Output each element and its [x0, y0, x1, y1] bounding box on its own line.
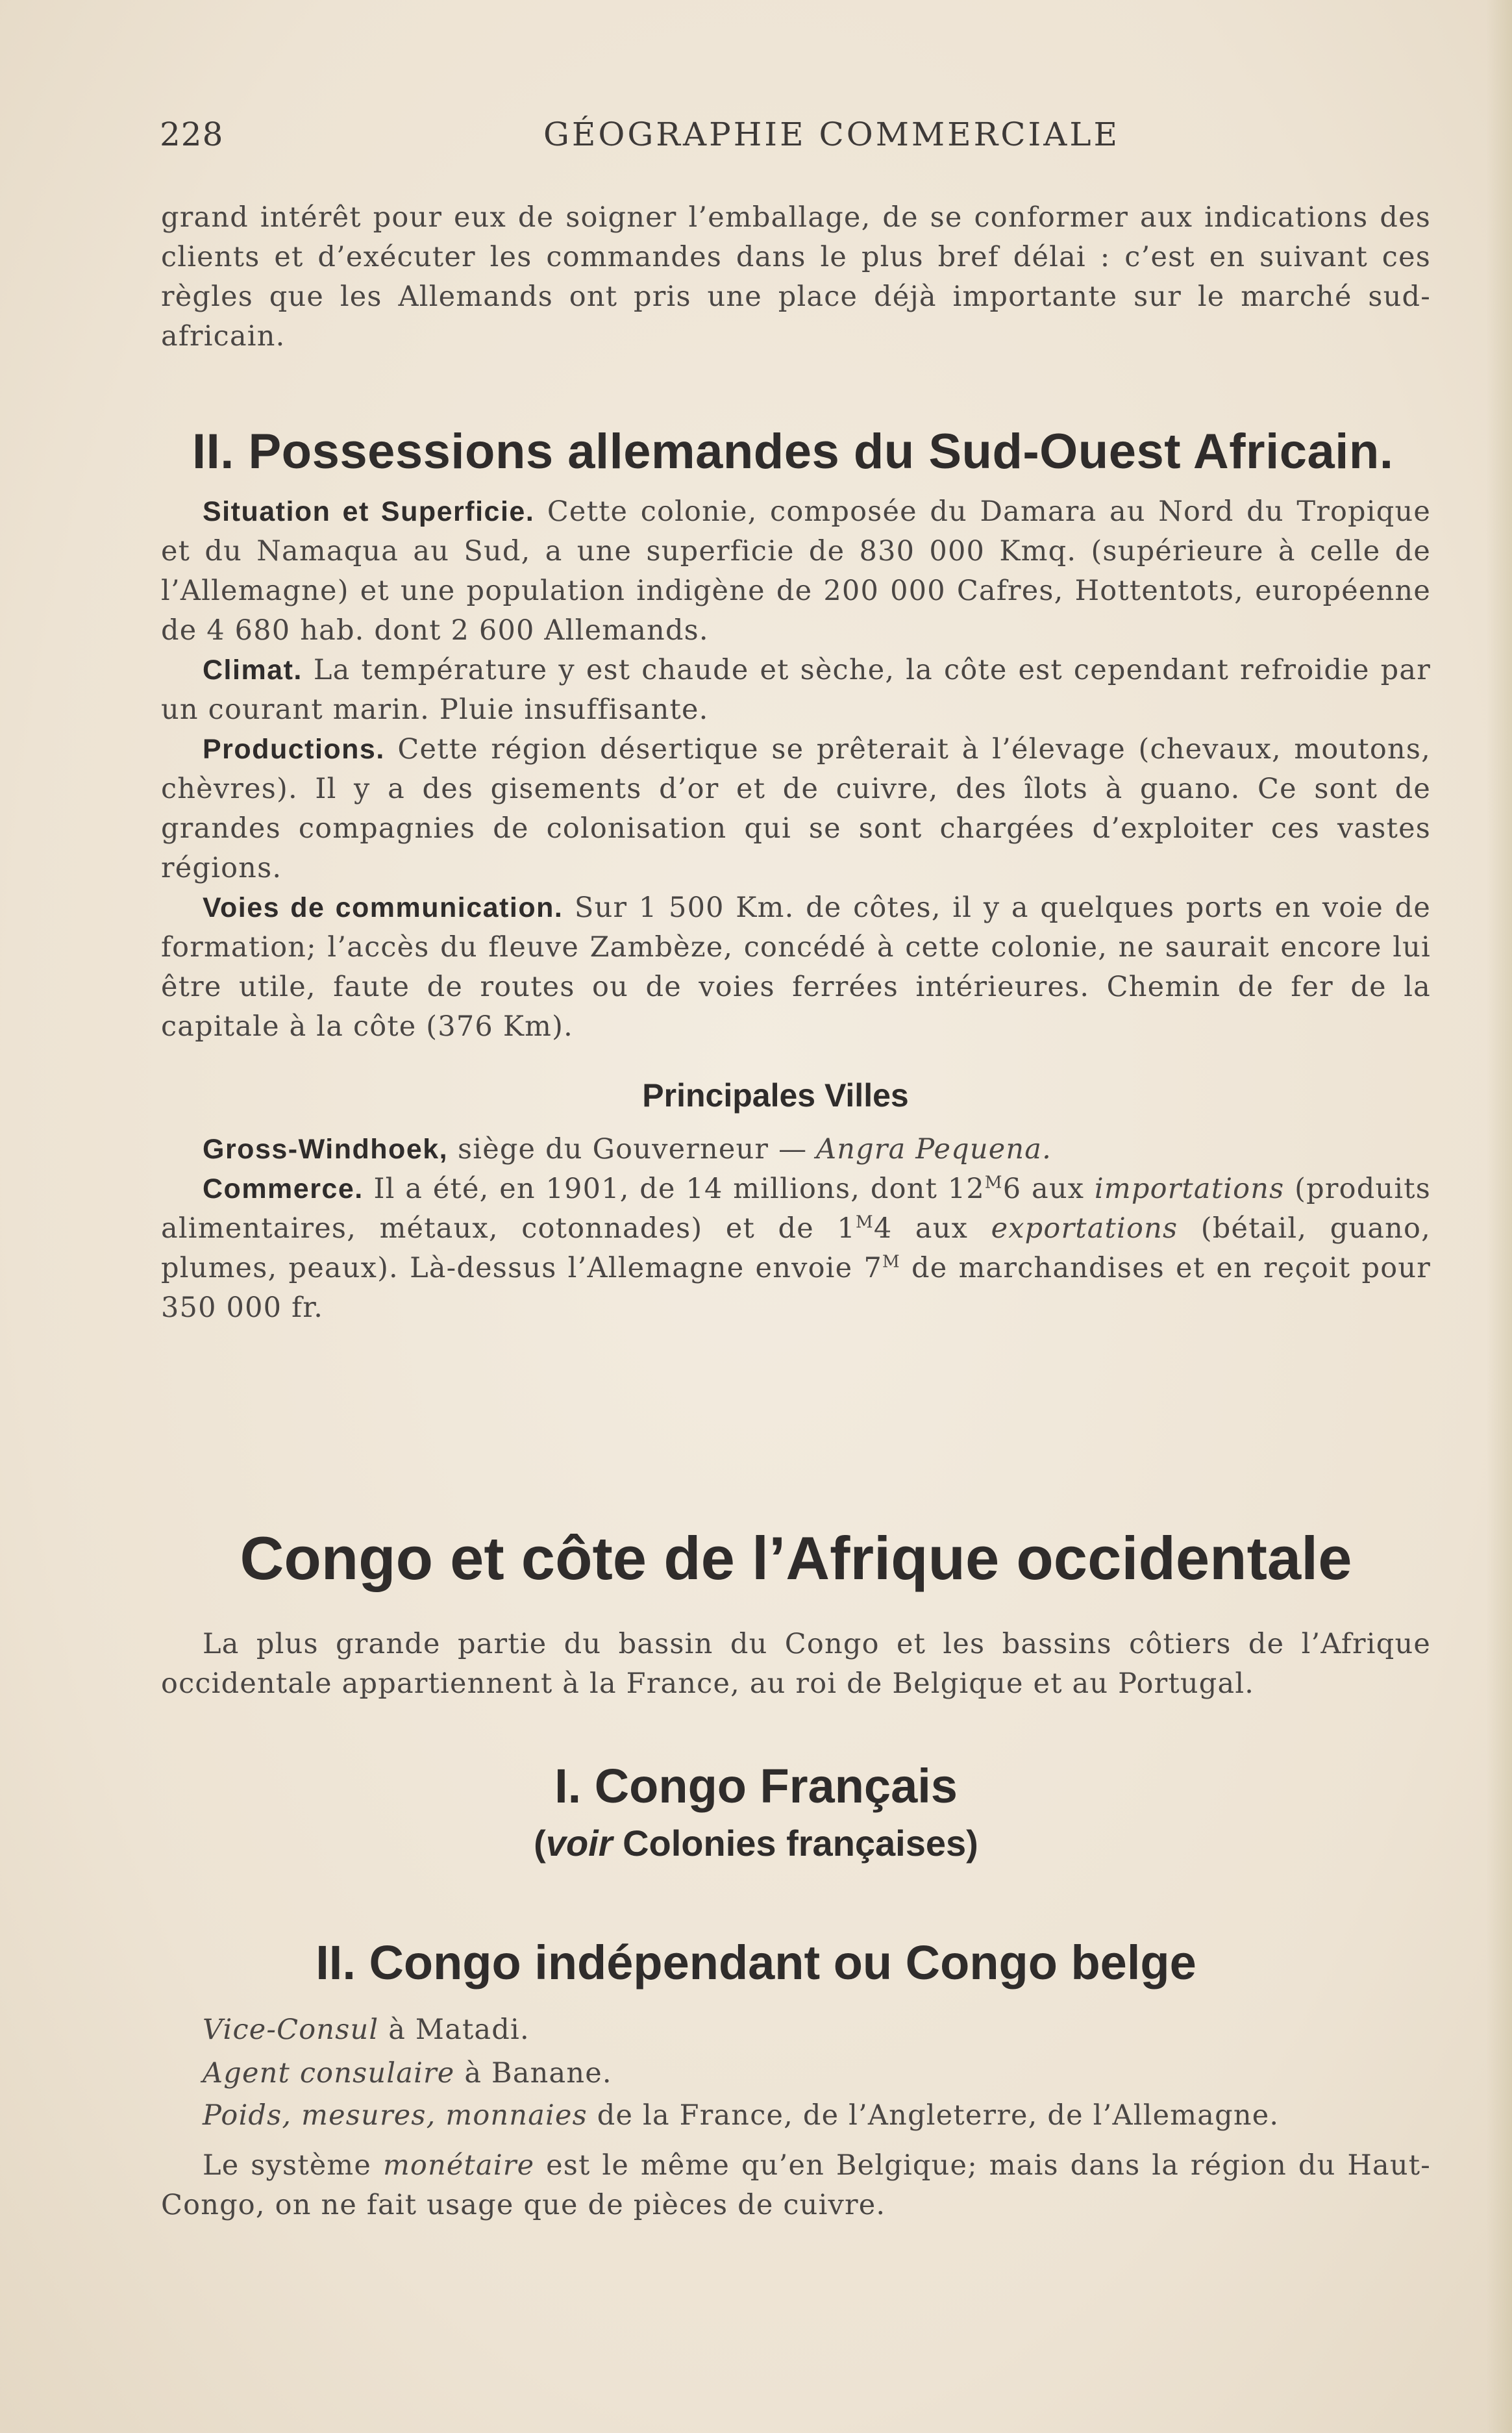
voies-label: Voies de communication. — [203, 892, 564, 923]
poids-label: Poids, mesures, monnaies — [203, 2099, 588, 2132]
climat-paragraph — [161, 651, 1431, 730]
productions-label: Productions. — [203, 734, 385, 765]
vice-consul-label: Vice-Consul — [203, 2014, 379, 2046]
congo-intro: La plus grande partie du bassin du Congo et les bassins côtiers de l’Afrique occidentale appartiennent à la France, au roi de Belgique et au Portugal. — [161, 1628, 1431, 1700]
agent-text: à Banane. — [464, 2057, 612, 2090]
intro-paragraph: grand intérêt pour eux de soigner l’emballage, de se conformer aux indications des clients et d’exécuter les commandes dans le plus bref délai : c’est en suivant ces règles que les Allemands ont pris une place déjà importante sur le marché sud-africain. — [161, 201, 1431, 353]
poids-line — [161, 2096, 1431, 2136]
climat-text: La température y est chaude et sèche, la côte est cependant refroidie par un courant marin. Pluie insuffisante. — [161, 654, 1431, 726]
systeme-text-2: est le même qu’en Belgique; mais dans la région du Haut-Congo, on ne fait usage que de pièces de cuivre. — [161, 2149, 1431, 2221]
agent-label: Agent consulaire — [203, 2057, 455, 2090]
windhoek-label: Gross-Windhoek, — [203, 1134, 449, 1165]
section-heading-sw-africa: II. Possessions allemandes du Sud-Ouest Africain. — [192, 424, 1394, 479]
vice-consul-text: à Matadi. — [388, 2014, 530, 2046]
congo-belge-heading: II. Congo indépendant ou Congo belge — [316, 1936, 1196, 1990]
principales-villes-heading: Principales Villes — [642, 1077, 909, 1114]
agent-line — [161, 2054, 1431, 2093]
congo-title: Congo et côte de l’Afrique occidentale — [240, 1524, 1352, 1592]
productions-text: Cette région désertique se prêterait à l’élevage (chevaux, moutons, chèvres). Il y a des gisements d’or et de cuivre, des îlots à guano. Ce sont de grandes compagnies de colonisation qui se sont chargées d’exploiter ces vastes régions. — [161, 733, 1431, 884]
voies-text: Sur 1 500 Km. de côtes, il y a quelques ports en voie de formation; l’accès du fleuve Zambèze, concédé à cette colonie, ne saurait encore lui être utile, faute de routes ou de voies ferrées intérieures. Chemin de fer de la capitale à la côte (376 Km). — [161, 892, 1431, 1043]
windhoek-paragraph — [161, 1130, 1431, 1169]
systeme-emphasis: monétaire — [382, 2149, 535, 2182]
commerce-importations: importations — [1094, 1173, 1285, 1205]
poids-text: de la France, de l’Angleterre, de l’Allemagne. — [597, 2099, 1280, 2132]
commerce-text-1: Il a été, en 1901, de 14 millions, dont 12 — [373, 1173, 985, 1205]
situation-paragraph — [161, 492, 1431, 651]
commerce-text-4: 4 aux — [873, 1212, 969, 1245]
productions-paragraph — [161, 730, 1431, 888]
page-number: 228 — [160, 116, 224, 153]
voies-paragraph — [161, 888, 1431, 1047]
climat-label: Climat. — [203, 655, 303, 686]
ref-open-paren: ( — [534, 1823, 546, 1864]
commerce-paragraph — [161, 1169, 1431, 1328]
running-head — [160, 116, 1432, 161]
commerce-sup-2: M — [855, 1212, 874, 1232]
page-edge-shadow — [1486, 0, 1512, 2433]
windhoek-dash: — — [778, 1133, 807, 1166]
commerce-text-5: (bétail, guano, plumes, peaux). Là-dessus l’Allemagne envoie 7 — [161, 1212, 1431, 1284]
commerce-text-2: 6 aux — [1002, 1173, 1085, 1205]
ref-voir: voir — [545, 1823, 613, 1864]
vice-consul-line — [161, 2010, 1431, 2050]
commerce-text-6: de marchandises et en reçoit pour 350 000 fr. — [161, 1252, 1431, 1324]
systeme-paragraph — [161, 2146, 1431, 2225]
commerce-text-3: (produits alimentaires, métaux, cotonnades) et de 1 — [161, 1173, 1431, 1245]
commerce-label: Commerce. — [203, 1173, 364, 1204]
ref-rest: Colonies françaises) — [612, 1823, 978, 1864]
situation-label: Situation et Superficie. — [203, 496, 535, 527]
running-title: GÉOGRAPHIE COMMERCIALE — [543, 116, 1121, 153]
congo-francais-heading: I. Congo Français — [554, 1759, 958, 1813]
windhoek-port: Angra Pequena. — [815, 1133, 1052, 1166]
commerce-exportations: exportations — [991, 1212, 1178, 1245]
systeme-text-1: Le système — [203, 2149, 372, 2182]
congo-francais-ref — [0, 1822, 1512, 1864]
commerce-sup-1: M — [984, 1173, 1003, 1193]
commerce-sup-3: M — [882, 1252, 900, 1272]
situation-text: Cette colonie, composée du Damara au Nord du Tropique et du Namaqua au Sud, a une superficie de 830 000 Kmq. (supérieure à celle de l’Allemagne) et une population indigène de 200 000 Cafres, Hottentots, européenne de 4 680 hab. dont 2 600 Allemands. — [161, 495, 1431, 647]
windhoek-text: siège du Gouverneur — [457, 1133, 769, 1166]
